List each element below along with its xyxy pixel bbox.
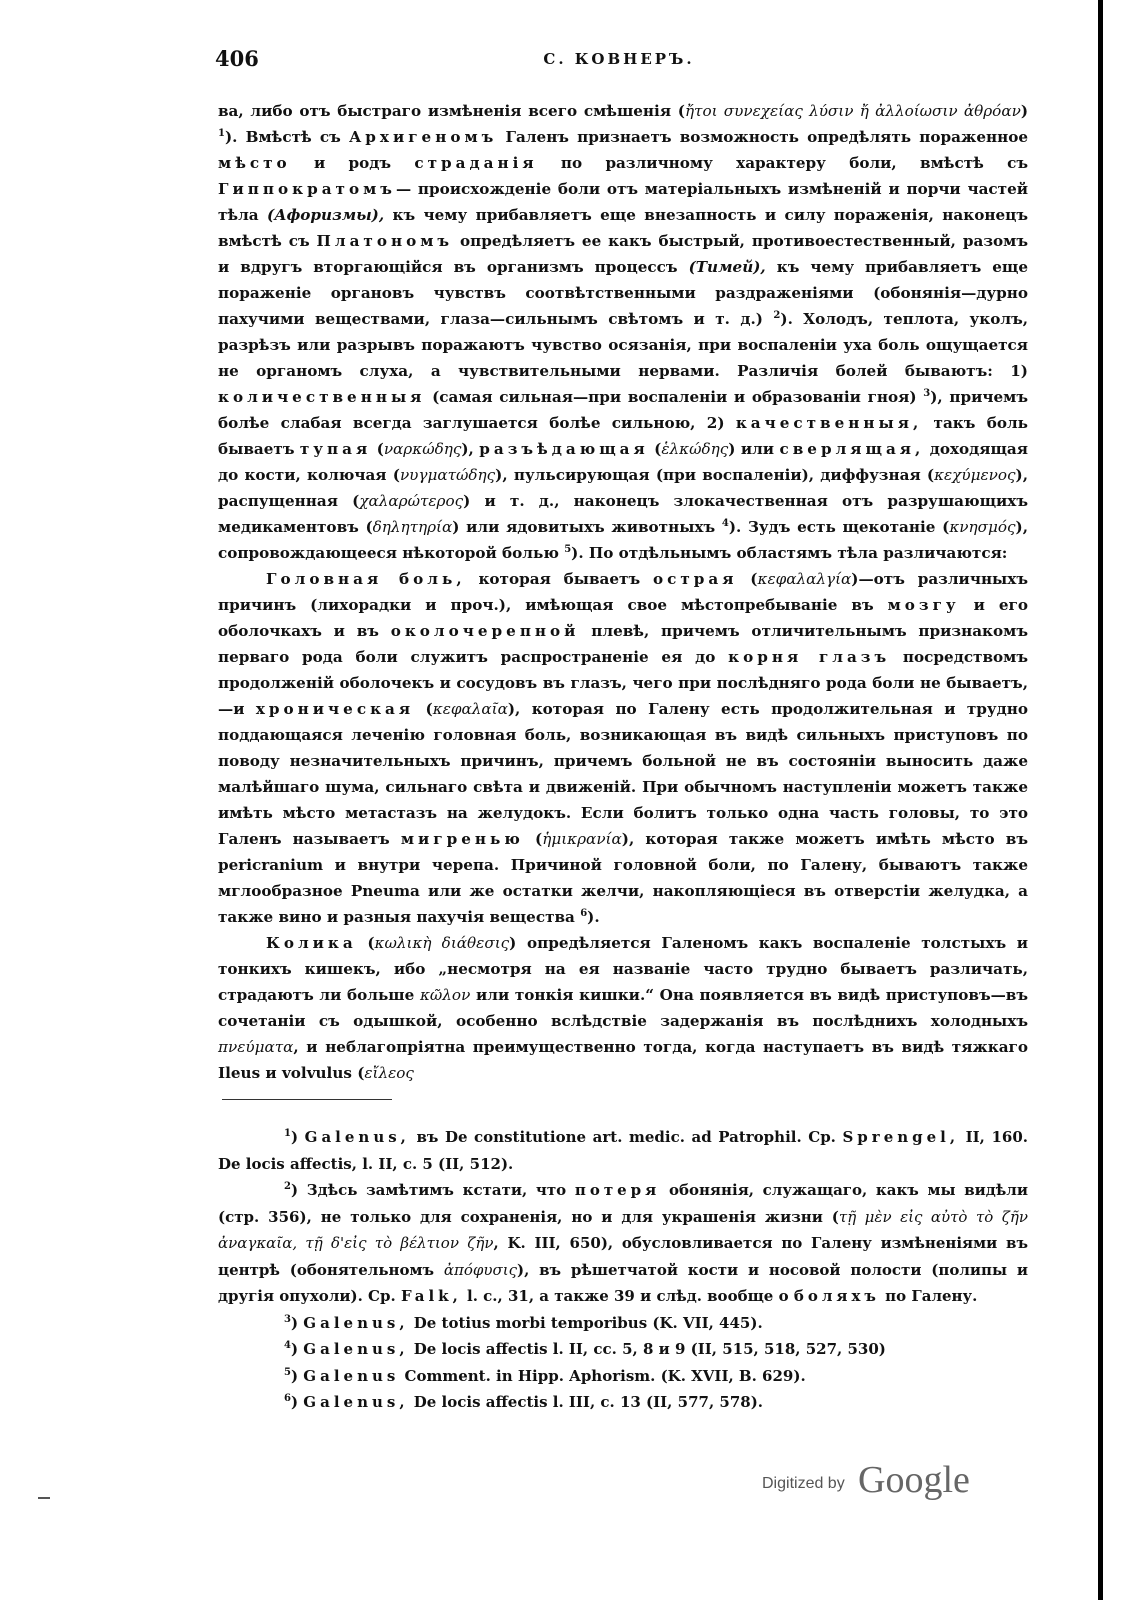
page-header — [215, 46, 1023, 76]
google-logo: Google — [858, 1459, 970, 1501]
footnote-ref: 2 — [773, 309, 781, 321]
watermark-prefix: Digitized by — [762, 1475, 845, 1492]
footnote-4: $^4$) Galenus, De locis affectis l. II, cc. 5, 8 и 9 (II, 515, 518, 527, 530) — [284, 1340, 886, 1358]
footnote-ref: 5 — [564, 543, 572, 555]
footnote-ref: 3 — [923, 387, 931, 399]
body-text — [218, 98, 1028, 1086]
footnote-divider — [222, 1099, 392, 1100]
footnote-ref: 1 — [218, 127, 225, 139]
paragraph-1: ва, либо отъ быстраго измѣненія всего смѣшенія (ἤτοι συνεχείας λύσιν ἤ ἀλλοίωσιν ἀθρόαν) $^1$). Вмѣстѣ съ Архигеномъ Галенъ признаетъ возможность опредѣлять пораженное мѣсто и родъ страданія по различному характеру боли, вмѣстѣ съ Гиппократомъ— происхожденіе боли отъ матеріальныхъ измѣненій и порчи частей тѣла (Афоризмы), къ чему прибавляетъ еще внезапность и силу пораженія, наконецъ вмѣстѣ съ Платономъ опредѣляетъ ее какъ быстрый, противоестественный, разомъ и вдругъ вторгающійся въ организмъ процессъ (Тимей), къ чему прибавляетъ еще пораженіе органовъ чувствъ соотвѣтственными раздраженіями (обонянія—дурно пахучими веществами, глаза—сильнымъ свѣтомъ и т. д.) $^2$). Холодъ, теплота, уколъ, разрѣзъ или разрывъ поражаютъ чувство осязанія, при воспаленіи уха боль ощущается не органомъ слуха, а чувствительными нервами. Различія болей бываютъ: 1) количественныя (самая сильная—при воспаленіи и образованіи гноя) $^3$), причемъ болѣе слабая всегда заглушается болѣе сильною, 2) качественныя, такъ боль бываетъ тупая (ναρκώδης), разъѣдающая (ἑλκώδης) или сверлящая, доходящая до кости, колючая (νυγματώδης), пульсирующая (при воспаленіи), диффузная (κεχύμενος), распущенная (χαλαρώτερος) и т. д., наконецъ злокачественная отъ разрушающихъ медикаментовъ (δηλητηρία) или ядовитыхъ животныхъ $^4$). Зудъ есть щекотаніе (κνησμός), сопровождающееся нѣкоторой болью $^5$). По отдѣльнымъ областямъ тѣла различаются: — [218, 102, 1029, 562]
paragraph-headache: Головная боль, которая бываетъ острая (κεφαλαλγία)—отъ различныхъ причинъ (лихорадки и проч.), имѣющая свое мѣстопребываніе въ мозгу и его оболочкахъ и въ околочерепной плевѣ, причемъ отличительнымъ признакомъ перваго рода боли служитъ распространеніе ея до корня глазъ посредствомъ продолженій оболочекъ и сосудовъ въ глазъ, чего при послѣдняго рода боли не бываетъ,—и хроническая (κεφαλαῖα), которая по Галену есть продолжительная и трудно поддающаяся леченію головная боль, возникающая въ видѣ сильныхъ приступовъ по поводу незначительныхъ причинъ, причемъ больной не въ состояніи выносить даже малѣйшаго шума, сильнаго свѣта и движеній. При обычномъ наступленіи можетъ также имѣть мѣсто метастазъ на желудокъ. Если болитъ только одна часть головы, то это Галенъ называетъ мигренью (ἡμικρανία), которая также можетъ имѣть мѣсто въ pericranium и внутри черепа. Причиной головной боли, по Галену, бываютъ также мглообразное Pneuma или же остатки желчи, накопляющіеся въ отверстіи желудка, а также вино и разныя пахучія вещества $^6$). — [218, 570, 1028, 926]
paragraph-colic: Колика (κωλικὴ διάθεσις) опредѣляется Галеномъ какъ воспаленіе толстыхъ и тонкихъ кишекъ, ибо „несмотря на ея названіе часто трудно бываетъ различать, страдаютъ ли больше κῶλον или тонкія кишки.“ Она появляется въ видѣ приступовъ—въ сочетаніи съ одышкой, особенно вслѣдствіе задержанія въ послѣднихъ холодныхъ πνεύματα, и неблагопріятна преимущественно тогда, когда наступаетъ въ видѣ тяжкаго Ileus и volvulus (εἴλεος — [218, 934, 1029, 1082]
footnote-ref: 4 — [721, 517, 729, 529]
footnote-3: $^3$) Galenus, De totius morbi temporibus (K. VII, 445). — [284, 1313, 763, 1332]
page-number: 406 — [215, 46, 259, 71]
footnote-6: $^6$) Galenus, De locis affectis l. III, c. 13 (II, 577, 578). — [284, 1393, 764, 1411]
digitized-watermark — [762, 1452, 1002, 1502]
footnote-ref: 6 — [580, 907, 588, 919]
scan-edge — [1098, 0, 1103, 1600]
footnote-1: $^1$) Galenus, въ De constitutione art. medic. ad Patrophil. Cp. Sprengel, II, 160. De locis affectis, l. II, c. 5 (II, 512). — [218, 1128, 1029, 1173]
margin-mark — [38, 1497, 50, 1499]
footnotes — [218, 1124, 1028, 1416]
footnote-5: $^5$) Galenus Comment. in Hipp. Aphorism. (K. XVII, B. 629). — [284, 1366, 806, 1385]
running-head: С. КОВНЕРЪ. — [543, 50, 695, 68]
footnote-2: $^2$) Здѣсь замѣтимъ кстати, что потеря обонянія, служащаго, какъ мы видѣли (стр. 356), не только для сохраненія, но и для украшенія жизни (τῇ μὲν εἰς αὐτὸ τὸ ζῆν ἀναγκαῖα, τῇ δ'εἰς τὸ βέλτιον ζῆν, K. III, 650), обусловливается по Галену измѣненіями въ центрѣ (обонятельномъ ἀπόφυσις), въ рѣшетчатой кости и носовой полости (полипы и другія опухоли). Cp. Falk, l. c., 31, а также 39 и слѣд. вообще о боляхъ по Галену. — [218, 1181, 1028, 1305]
